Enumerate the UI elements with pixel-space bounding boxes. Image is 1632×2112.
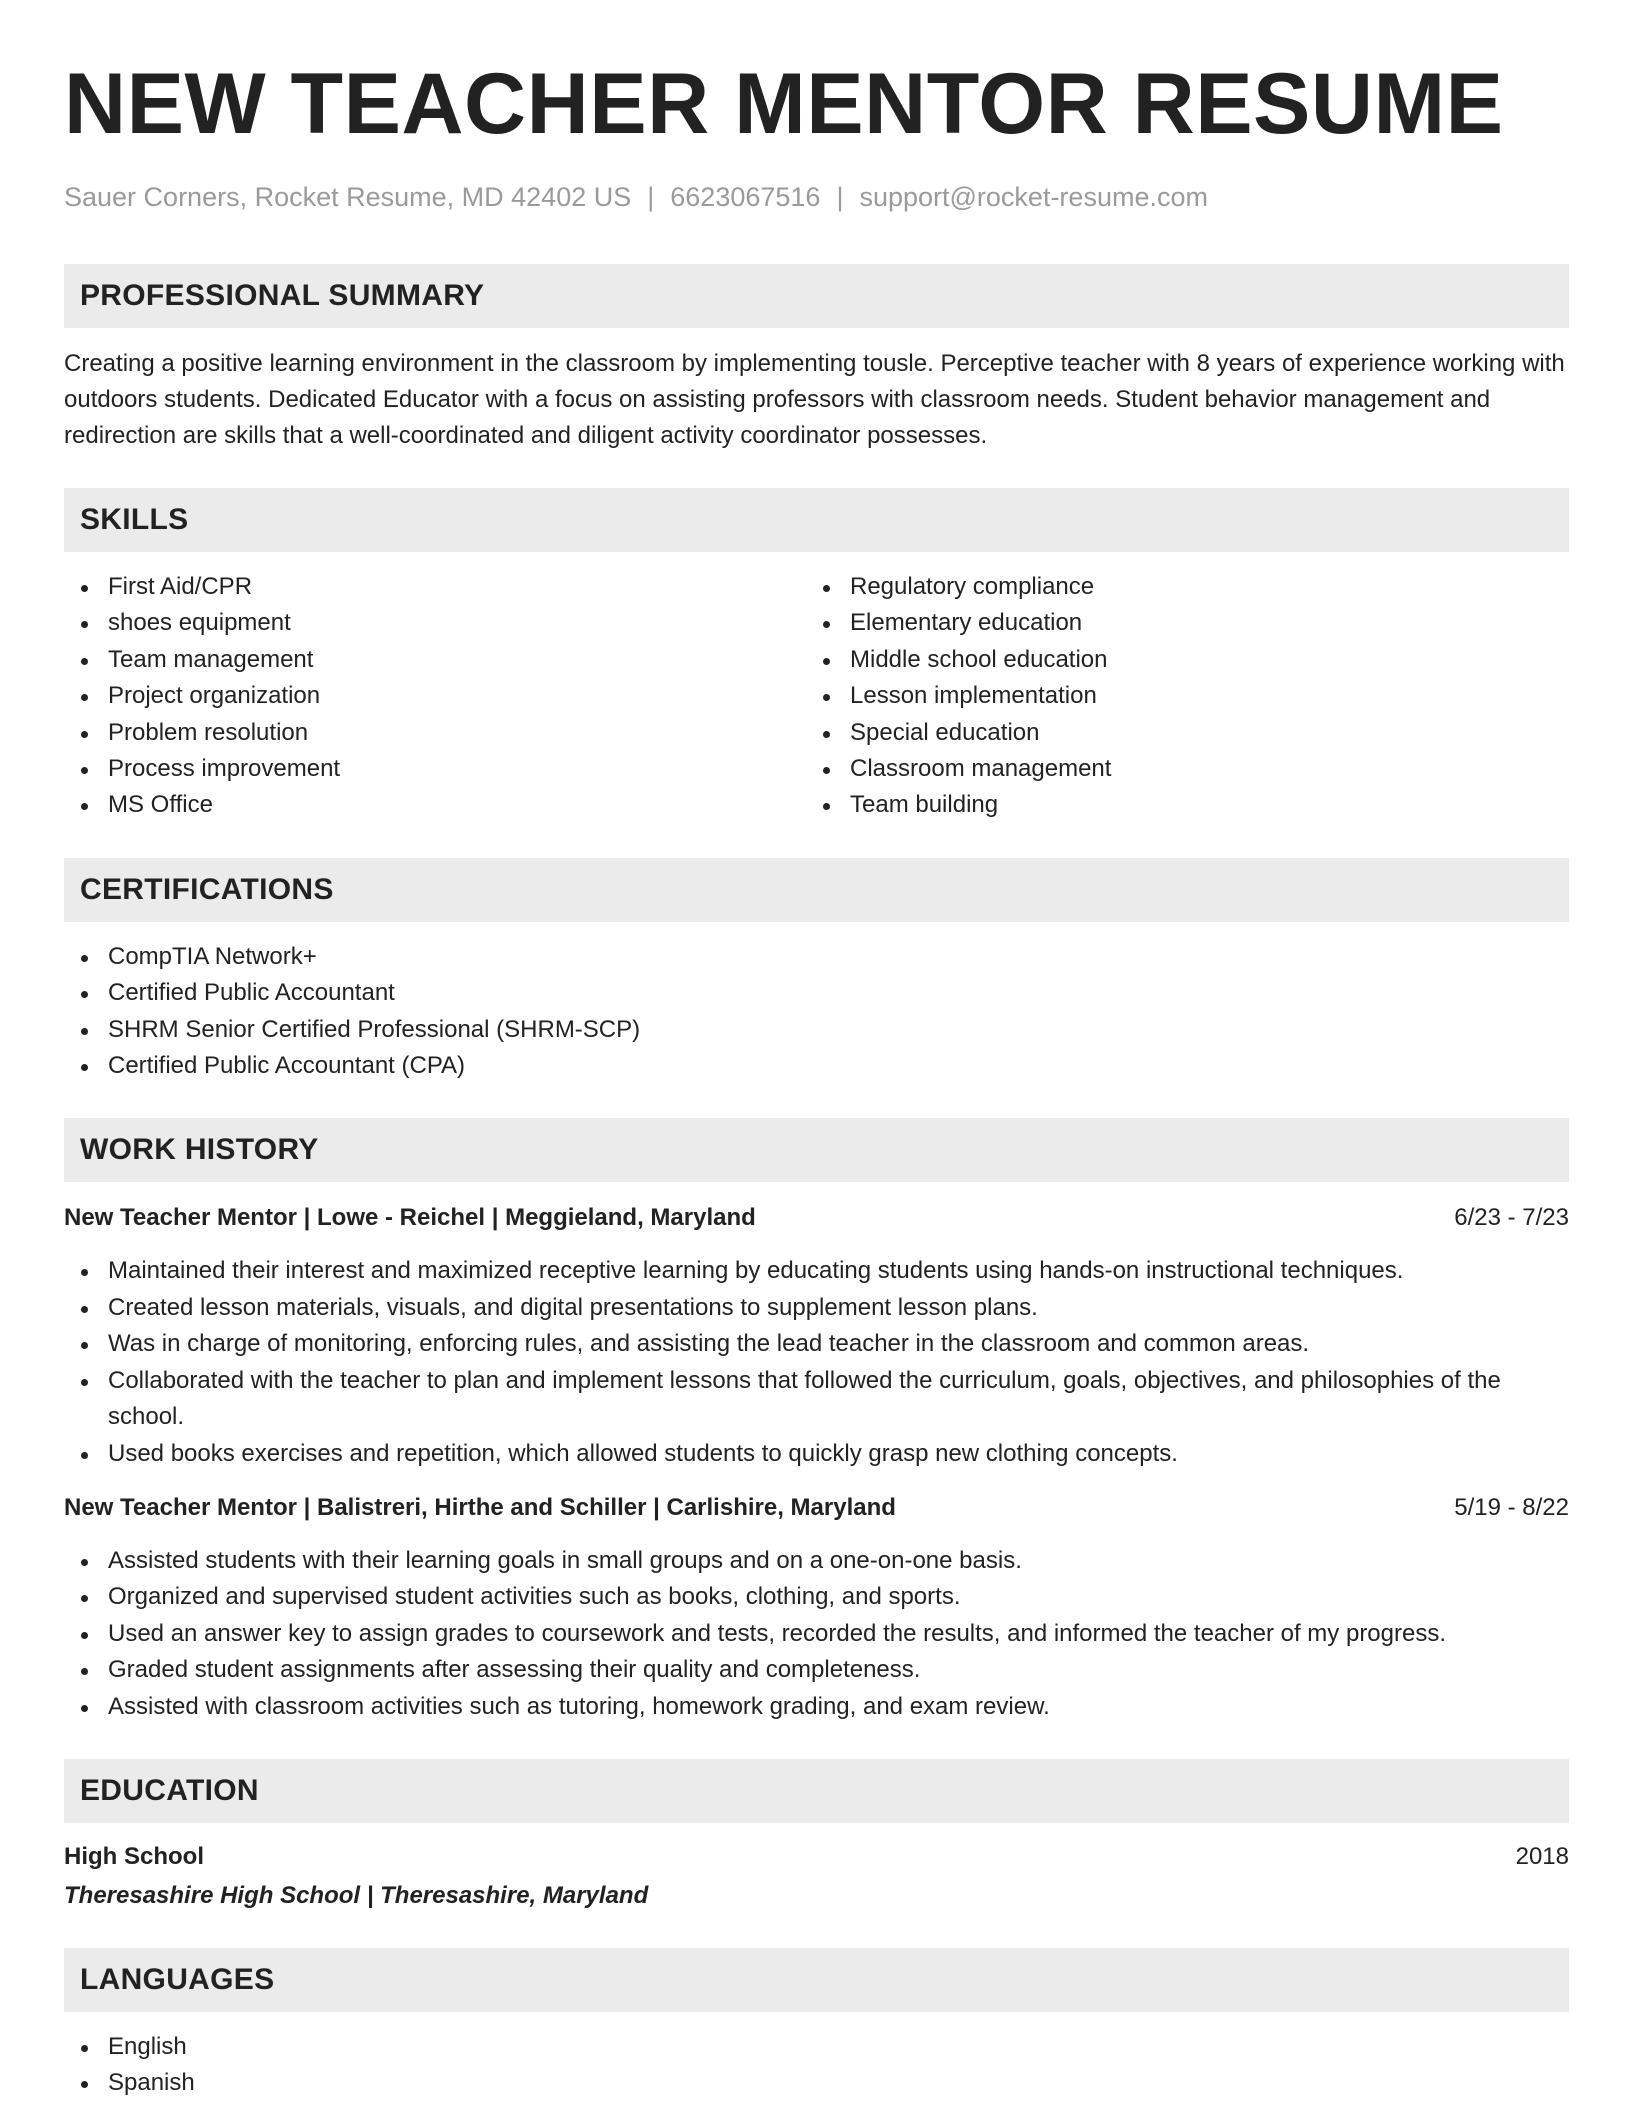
skill-item: Problem resolution (64, 715, 806, 751)
contact-separator: | (836, 182, 844, 212)
contact-email[interactable]: support@rocket-resume.com (859, 182, 1208, 212)
contact-phone[interactable]: 6623067516 (670, 182, 821, 212)
education-degree: High School (64, 1842, 204, 1870)
resume-content (64, 58, 1569, 2102)
section-title: PROFESSIONAL SUMMARY (80, 279, 485, 312)
job-entry (64, 1200, 1569, 1471)
job-entry (64, 1490, 1569, 1725)
contact-address: Sauer Corners, Rocket Resume, MD 42402 US (64, 182, 632, 212)
section-header-skills (64, 488, 1569, 552)
section-header-education (64, 1759, 1569, 1823)
certification-item: CompTIA Network+ (64, 939, 1569, 975)
job-dates: 6/23 - 7/23 (1454, 1204, 1569, 1232)
certification-item: Certified Public Accountant (CPA) (64, 1048, 1569, 1084)
skill-item: shoes equipment (64, 605, 806, 641)
section-title: LANGUAGES (80, 1962, 275, 1996)
section-title: WORK HISTORY (80, 1133, 319, 1167)
section-header-summary (64, 264, 1569, 328)
education-school: Theresashire High School | Theresashire, Maryland (64, 1881, 649, 1909)
language-item: English (64, 2029, 1569, 2065)
job-bullets (64, 1543, 1569, 1725)
skill-item: Project organization (64, 678, 806, 714)
resume-title: NEW TEACHER MENTOR RESUME (64, 56, 1504, 152)
section-title: EDUCATION (80, 1773, 259, 1807)
skill-item: MS Office (64, 787, 806, 823)
skill-item: First Aid/CPR (64, 569, 806, 605)
contact-line (64, 180, 1569, 214)
job-bullet: Created lesson materials, visuals, and digital presentations to supplement lesson plans. (64, 1290, 1569, 1326)
job-bullet: Assisted students with their learning goals in small groups and on a one-on-one basis. (64, 1543, 1569, 1579)
job-bullet: Used books exercises and repetition, which allowed students to quickly grasp new clothing concepts. (64, 1436, 1569, 1472)
skill-item: Lesson implementation (806, 678, 1569, 714)
education-header (64, 1839, 1569, 1875)
skill-item: Special education (806, 715, 1569, 751)
certification-item: SHRM Senior Certified Professional (SHRM-SCP) (64, 1012, 1569, 1048)
skill-item: Elementary education (806, 605, 1569, 641)
section-title: CERTIFICATIONS (80, 872, 334, 906)
skill-item: Classroom management (806, 751, 1569, 787)
section-header-certifications (64, 858, 1569, 922)
job-bullet: Assisted with classroom activities such as tutoring, homework grading, and exam review. (64, 1689, 1569, 1725)
section-header-work-history (64, 1118, 1569, 1182)
languages-list (64, 2029, 1569, 2102)
skill-item: Regulatory compliance (806, 569, 1569, 605)
education-year: 2018 (1515, 1842, 1569, 1870)
skill-item: Team building (806, 787, 1569, 823)
certification-item: Certified Public Accountant (64, 975, 1569, 1011)
skill-item: Process improvement (64, 751, 806, 787)
job-title: New Teacher Mentor | Balistreri, Hirthe and Schiller | Carlishire, Maryland (64, 1493, 896, 1521)
job-bullet: Organized and supervised student activities such as books, clothing, and sports. (64, 1579, 1569, 1615)
language-item: Spanish (64, 2065, 1569, 2101)
skills-list-right (806, 569, 1569, 824)
job-bullet: Was in charge of monitoring, enforcing rules, and assisting the lead teacher in the classroom and common areas. (64, 1326, 1569, 1362)
job-header (64, 1200, 1569, 1236)
job-bullet: Maintained their interest and maximized receptive learning by educating students using hands-on instructional techniques. (64, 1253, 1569, 1289)
job-bullets (64, 1253, 1569, 1471)
job-title: New Teacher Mentor | Lowe - Reichel | Meggieland, Maryland (64, 1204, 756, 1232)
summary-text: Creating a positive learning environment in the classroom by implementing tousle. Perceptive teacher with 8 years of experience working with outdoors students. Dedicated Educator with a focus on assisting professors with classroom needs. Student behavior management and redirection are skills that a well-coordinated and diligent activity coordinator possesses. (64, 350, 1565, 449)
skill-item: Middle school education (806, 642, 1569, 678)
job-header (64, 1490, 1569, 1526)
job-dates: 5/19 - 8/22 (1454, 1493, 1569, 1521)
job-bullet: Graded student assignments after assessing their quality and completeness. (64, 1652, 1569, 1688)
certifications-list (64, 939, 1569, 1085)
job-bullet: Collaborated with the teacher to plan and implement lessons that followed the curriculum, goals, objectives, and philosophies of the school. (64, 1363, 1569, 1436)
job-bullet: Used an answer key to assign grades to coursework and tests, recorded the results, and informed the teacher of my progress. (64, 1616, 1569, 1652)
section-header-languages (64, 1948, 1569, 2012)
skills-list-left (64, 569, 806, 824)
skill-item: Team management (64, 642, 806, 678)
skills-grid (64, 552, 1569, 824)
section-title: SKILLS (80, 503, 189, 536)
contact-separator: | (647, 182, 655, 212)
